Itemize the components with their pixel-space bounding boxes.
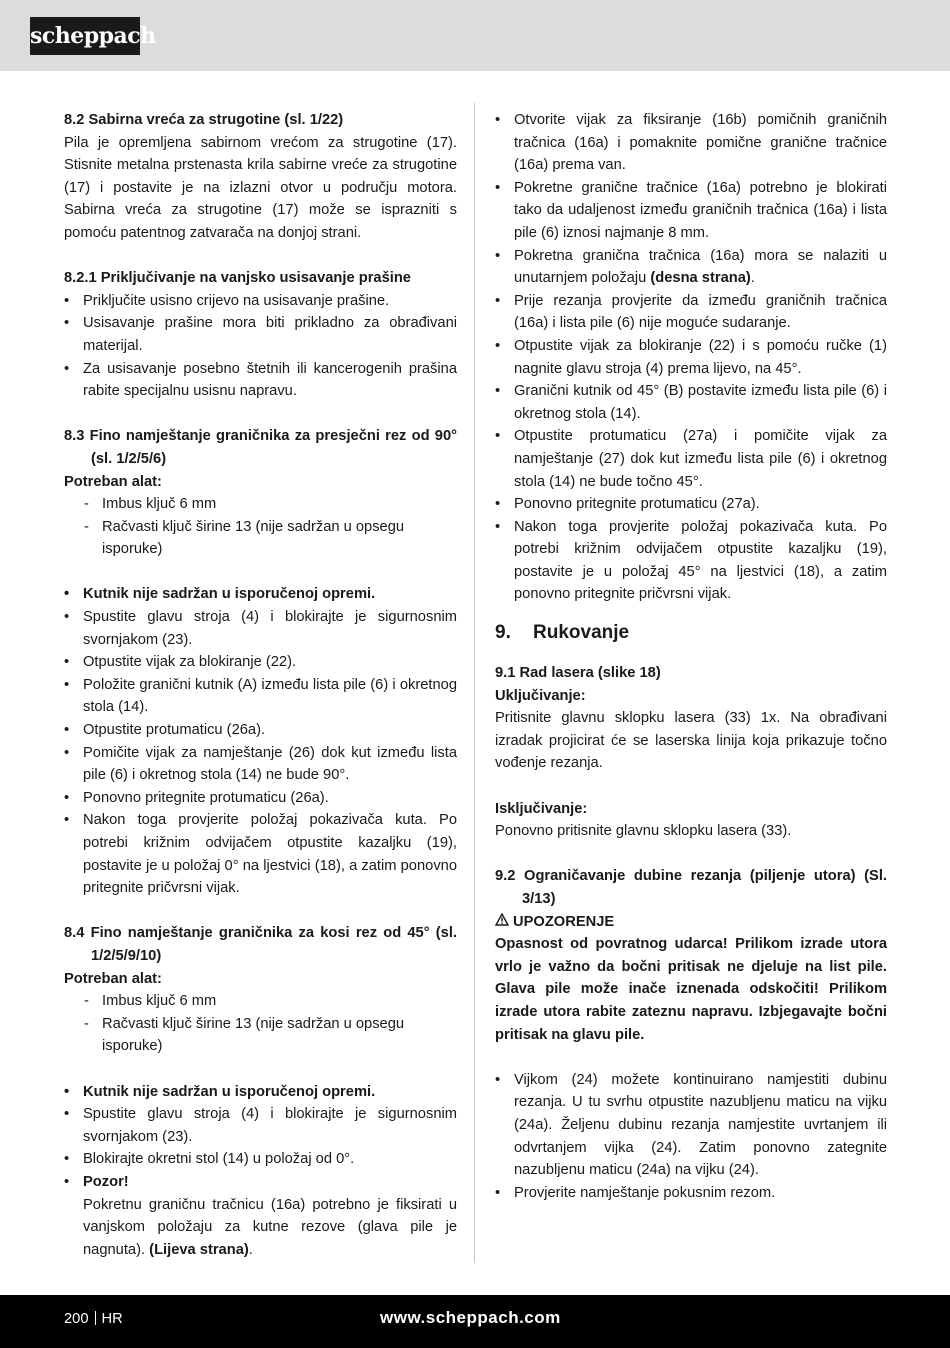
warning-heading [495, 911, 887, 934]
section-8-4-tools [64, 990, 457, 1058]
warning-label: UPOZORENJE [513, 913, 615, 930]
list-item: • Pomičite vijak za namještanje (26) dok kut između lista pile (6) i okretnog stola (14) ne bude 90°. [64, 742, 457, 787]
page-header [0, 0, 950, 71]
section-9-1-title: 9.1 Rad lasera (slike 18) [495, 665, 661, 682]
list-item: • Za usisavanje posebno štetnih ili kancerogenih prašina rabite specijalnu usisnu napravu. [64, 358, 457, 403]
list-item: • Ponovno pritegnite protumaticu (27a). [495, 493, 887, 516]
desna-text: Pokretna granična tračnica (16a) mora se nalaziti u unutarnjem položaju [514, 247, 887, 287]
list-item-desna: • Pokretna granična tračnica (16a) mora se nalaziti u unutarnjem položaju (desna strana). [495, 245, 887, 290]
tool-item: - Imbus ključ 6 mm [64, 493, 457, 516]
list-item-note: • Kutnik nije sadržan u isporučenoj opremi. [64, 1081, 457, 1104]
list-item: • Otpustite vijak za blokiranje (22) i s pomoću ručke (1) nagnite glavu stroja (4) prema lijevo, na 45°. [495, 335, 887, 380]
section-8-4-list [64, 1081, 457, 1262]
warning-triangle-icon [495, 911, 513, 934]
page-number [64, 1311, 123, 1327]
chapter-title: Rukovanje [533, 622, 630, 644]
left-column [64, 109, 457, 1261]
tool-item: - Račvasti ključ širine 13 (nije sadržan u opsegu isporuke) [64, 1013, 457, 1058]
chapter-number: 9. [495, 622, 511, 644]
chapter-heading [495, 618, 887, 648]
right-column [495, 109, 887, 1204]
tool-item: - Račvasti ključ širine 13 (nije sadržan u opsegu isporuke) [64, 516, 457, 561]
section-8-4-continued-list [495, 109, 887, 606]
list-item: • Otpustite protumaticu (26a). [64, 719, 457, 742]
website-link[interactable]: www.scheppach.com [380, 1308, 561, 1327]
section-8-3-tools-label: Potreban alat: [64, 473, 162, 490]
column-divider [474, 103, 475, 1263]
section-8-2-text: Pila je opremljena sabirnom vrećom za strugotine (17). Stisnite metalna prstenasta krila sabirne vreće za strugotine (17) i postavite je na izlazni otvor u području motora. Sabirna vreća za strugotine (17) može se isprazniti s pomoću patentnog zatvarača na donjoj strani. [64, 134, 457, 241]
warning-text: Opasnost od povratnog udarca! Prilikom izrade utora vrlo je važno da bočni pritisak ne djeluje na list pile. Glava pile može inače iznenada odskočiti! Prilikom izrade utora rabite zateznu napravu. Izbjegavajte bočni pritisak na glavu pile. [495, 936, 887, 1043]
section-9-2-title: 9.2 Ograničavanje dubine rezanja (piljenje utora) (Sl. 3/13) [495, 868, 887, 907]
section-8-3-title: 8.3 Fino namještanje graničnika za presječni rez od 90° (sl. 1/2/5/6) [64, 428, 457, 467]
section-8-3-list [64, 583, 457, 899]
laser-off-text: Ponovno pritisnite glavnu sklopku lasera (33). [495, 823, 792, 840]
list-item: • Pokretne granične tračnice (16a) potrebno je blokirati tako da udaljenost između graničnih tračnica (16a) i lista pile (6) iznosi najmanje 8 mm. [495, 177, 887, 245]
list-item: • Otpustite protumaticu (27a) i pomičite vijak za namještanje (27) dok kut između lista pile (6) i okretnog stola (14) ne bude točno 45°. [495, 425, 887, 493]
pozor-text: Pokretnu graničnu tračnicu (16a) potrebno je fiksirati u vanjskom položaju za kutne rezove (glava pile je nagnuta). [83, 1196, 457, 1258]
section-8-2-1-title: 8.2.1 Priključivanje na vanjsko usisavanje prašine [64, 270, 411, 287]
section-8-2-title: 8.2 Sabirna vreća za strugotine (sl. 1/22) [64, 112, 344, 128]
list-item-note: • Kutnik nije sadržan u isporučenoj opremi. [64, 583, 457, 606]
laser-on-label: Uključivanje: [495, 687, 586, 704]
pozor-label: Pozor! [83, 1173, 129, 1190]
laser-off-label: Isključivanje: [495, 800, 588, 817]
list-item: • Prije rezanja provjerite da između graničnih tračnica (16a) i lista pile (6) nije moguće sudaranje. [495, 290, 887, 335]
page-number-value: 200 [64, 1311, 89, 1327]
list-item: • Otpustite vijak za blokiranje (22). [64, 651, 457, 674]
page-footer [0, 1295, 950, 1348]
laser-on-text: Pritisnite glavnu sklopku lasera (33) 1x. Na obrađivani izradak projicirat će se laserska linija koja prikazuje točno vođenje rezanja. [495, 710, 887, 772]
section-8-3-tools [64, 493, 457, 561]
list-item: • Blokirajte okretni stol (14) u položaj od 0°. [64, 1148, 457, 1171]
list-item: • Spustite glavu stroja (4) i blokirajte je sigurnosnim svornjakom (23). [64, 606, 457, 651]
list-item-pozor: • Pozor! Pokretnu graničnu tračnicu (16a) potrebno je fiksirati u vanjskom položaju za kutne rezove (glava pile je nagnuta). (Lijeva strana). [64, 1171, 457, 1261]
list-item: • Otvorite vijak za fiksiranje (16b) pomičnih graničnih tračnica (16a) i pomaknite pomične granične tračnice (16a) prema van. [495, 109, 887, 177]
list-item: • Nakon toga provjerite položaj pokazivača kuta. Po potrebi križnim odvijačem otpustite kazaljku (19), postavite je u položaj 45° na ljestvici (18), a zatim ponovno pritegnite pričvrsni vijak. [495, 516, 887, 606]
list-item: • Spustite glavu stroja (4) i blokirajte je sigurnosnim svornjakom (23). [64, 1103, 457, 1148]
section-8-4-title: 8.4 Fino namještanje graničnika za kosi rez od 45° (sl. 1/2/5/9/10) [64, 925, 457, 964]
list-item: • Usisavanje prašine mora biti prikladno za obrađivani materijal. [64, 312, 457, 357]
tool-item: - Imbus ključ 6 mm [64, 990, 457, 1013]
list-item: • Provjerite namještanje pokusnim rezom. [495, 1182, 887, 1205]
section-8-2-1-list [64, 290, 457, 403]
section-9-2-list [495, 1069, 887, 1205]
list-item: • Vijkom (24) možete kontinuirano namjestiti dubinu rezanja. U tu svrhu otpustite nazubljenu maticu na vijku (24a). Željenu dubinu rezanja namjestite uvrtanjem ili odvrtanjem vijka (24). Zatim ponovno zategnite nazubljenu maticu (24a) na vijku (24). [495, 1069, 887, 1182]
list-item: • Granični kutnik od 45° (B) postavite između lista pile (6) i okretnog stola (14). [495, 380, 887, 425]
list-item: • Nakon toga provjerite položaj pokazivača kuta. Po potrebi križnim odvijačem otpustite kazaljku (19), postavite je u položaj 0° na ljestvici (18), a zatim ponovno pritegnite pričvrsni vijak. [64, 809, 457, 899]
language-code: HR [101, 1311, 123, 1327]
desna-bold: (desna strana) [650, 270, 751, 287]
section-8-4-tools-label: Potreban alat: [64, 970, 162, 987]
list-item: • Ponovno pritegnite protumaticu (26a). [64, 787, 457, 810]
list-item: • Priključite usisno crijevo na usisavanje prašine. [64, 290, 457, 313]
list-item: • Položite granični kutnik (A) između lista pile (6) i okretnog stola (14). [64, 674, 457, 719]
scheppach-logo: scheppach [30, 17, 140, 55]
pozor-bold: (Lijeva strana) [149, 1241, 249, 1258]
